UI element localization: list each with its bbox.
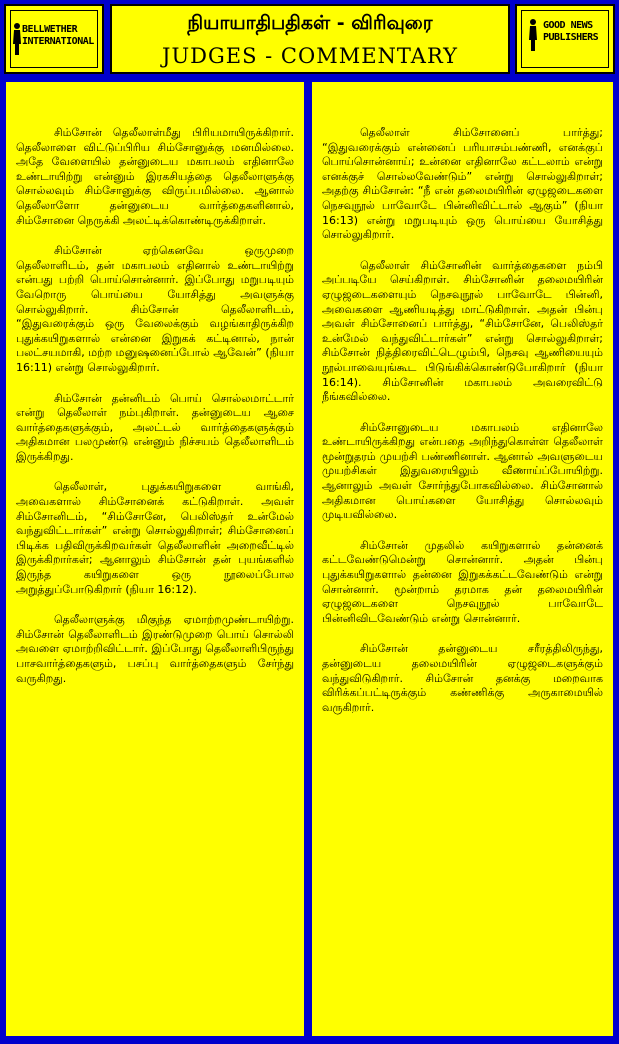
right-column-text [322,126,603,731]
bellwether-logo [4,4,104,74]
paragraph: சிம்சோன் ஏற்கெனவே ஒருமுறை தெலீலாளிடம், தன் மகாபலம் எதினால் உண்டாயிற்று என்பது பற்றி பொய்சொன்னார். இப்போது மறுபடியும் வேறொரு பொய்யை யோசித்து அவளுக்கு சொல்லுகிறார். சிம்சோன் தெலீலாளிடம், “இதுவரைக்கும் ஒரு வேலைக்கும் வழங்காதிருக்கிற புதுக்கயிறுகளால் என்னை இறுகக் கட்டினால், நான் பலட்சயமாகி, மற்ற மனுஷனைப்போல் ஆவேன்” (நியா 16:11) என்று சொல்லுகிறார். [16,244,294,374]
figure-icon [527,18,539,52]
paragraph: சிம்சோன் தன்னிடம் பொய் சொல்லமாட்டார் என்று தெலீலாள் நம்புகிறாள். தன்னுடைய ஆசை வார்த்தைகளுக்கும், அலட்டல் வார்த்தைகளுக்கும் அதிகமான பலமுண்டு என்னும் நிச்சயம் தெலீலாளிடம் இருக்கிறது. [16,391,294,463]
right-column [310,80,615,1038]
paragraph: தெலீலாள் சிம்சோனின் வார்த்தைகளை நம்பி அப்படியே செய்கிறாள். சிம்சோனின் தலைமயிரின் ஏழுஜடைகளையும் நெசவுநூல் பாவோடே பின்னி, அவைகளை ஆணியடித்து மாட்டுகிறாள். அதன் பின்பு அவள் சிம்சோனைப் பார்த்து, “சிம்சோனே, பெலிஸ்தர் உன்மேல் வந்துவிட்டார்கள்” என்று சொல்லுகிறாள்; சிம்சோன் நித்திரைவிட்டெழும்பி, நெசவு ஆணியையும் நூல்பாவையுங்கூட பிடுங்கிக்கொண்டுபோகிறார் (நியா 16:14). சிம்சோனின் மகாபலம் அவரைவிட்டு நீங்கவில்லை. [322,258,603,404]
logo-right-text: GOOD NEWS PUBLISHERS [543,20,599,43]
paragraph: தெலீலாள் சிம்சோனைப் பார்த்து; “இதுவரைக்கும் என்னைப் பரியாசம்பண்ணி, எனக்குப் பொய்சொன்னாய்; உன்னை எதினாலே கட்டலாம் என்று எனக்குச் சொல்லவேண்டும்” என்று சொல்லுகிறாள்; அதற்கு சிம்சோன்: “நீ என் தலைமயிரின் ஏழுஜடைகளை நெசவுநூல் பாவோடே பின்னிவிட்டால் ஆகும்” (நியா 16:13) என்று மறுபடியும் ஒரு பொய்யை யோசித்து சொல்லுகிறார். [322,126,603,242]
paragraph: சிம்சோன் தன்னுடைய சரீரத்திலிருந்து, தன்னுடைய தலைமயிரின் ஏழுஜடைகளுக்கும் வந்துவிடுகிறார். சிம்சோன் தனக்கு மறைவாக விரிக்கப்பட்டிருக்கும் கண்ணிக்கு அருகாமையில் வருகிறார். [322,642,603,714]
paragraph: சிம்சோன் தெலீலாள்மீது பிரியமாயிருக்கிறார். தெலீலாளை விட்டுப்பிரிய சிம்சோனுக்கு மனமில்லை. அதே வேளையில் தன்னுடைய மகாபலம் எதினாலே உண்டாயிற்று என்னும் இரகசியத்தை தெலீலாளுக்கு சொல்லவும் சிம்சோனுக்கு விருப்பமில்லை. ஆனால் தெலீலாளோ தன்னுடைய வார்த்தைகளினால், சிம்சோனை நெருக்கி அலட்டிக்கொண்டிருக்கிறாள். [16,126,294,227]
good-news-logo [515,4,615,74]
title-english: JUDGES - COMMENTARY [162,44,458,68]
title-box [110,4,510,74]
left-column-text [16,126,294,702]
paragraph: சிம்சோனுடைய மகாபலம் எதினாலே உண்டாயிருக்கிறது என்பதை அறிந்துகொள்ள தெலீலாள் மூன்றுதரம் முயற்சி பண்ணினாள். ஆனால் அவளுடைய முயற்சிகள் இதுவரையிலும் வீணாய்ப்போயிற்று. ஆனாலும் அவள் சோர்ந்துபோகவில்லை. சிம்சோனால் அதிகமான பொய்களை யோசித்து சொல்லவும் முடியவில்லை. [322,420,603,522]
paragraph: தெலீலாள், புதுக்கயிறுகளை வாங்கி, அவைகளால் சிம்சோனைக் கட்டுகிறாள். அவள் சிம்சோனிடம், “சிம்சோனே, பெலிஸ்தர் உன்மேல் வந்துவிட்டார்கள்” என்று சொல்லுகிறாள்; சிம்சோனைப் பிடிக்க பதிவிருக்கிறவர்கள் தெலீலாளின் அறைவீட்டில் இருக்கிறார்கள்; ஆனாலும் சிம்சோன் தன் புயங்களில் இருந்த கயிறுகளை ஒரு நூலைப்போல அறுத்துப்போடுகிறார் (நியா 16:12). [16,480,294,596]
logo-left-text: BELLWETHER INTERNATIONAL [22,24,94,47]
paragraph: சிம்சோன் முதலில் கயிறுகளால் தன்னைக் கட்டவேண்டுமென்று சொன்னார். அதன் பின்பு புதுக்கயிறுகளால் தன்னை இறுகக்கட்டவேண்டும் என்று சொன்னார். மூன்றாம் தரமாக தன் தலைமயிரின் ஏழுஜடைகளை நெசவுநூல் பாவோடே பின்னிவிடவேண்டும் என்று சொன்னார். [322,538,603,625]
left-column [4,80,306,1038]
title-tamil: நியாயாதிபதிகள் - விரிவுரை [187,12,433,34]
paragraph: தெலீலாளுக்கு மிகுந்த ஏமாற்றமுண்டாயிற்று. சிம்சோன் தெலீலாளிடம் இரண்டுமுறை பொய் சொல்லி அவளை ஏமாற்றிவிட்டார். இப்போது தெலீலாளிபிருந்து பாசவார்த்தைகளும், பசப்பு வார்த்தைகளும் சேர்ந்து வருகிறது. [16,613,294,685]
